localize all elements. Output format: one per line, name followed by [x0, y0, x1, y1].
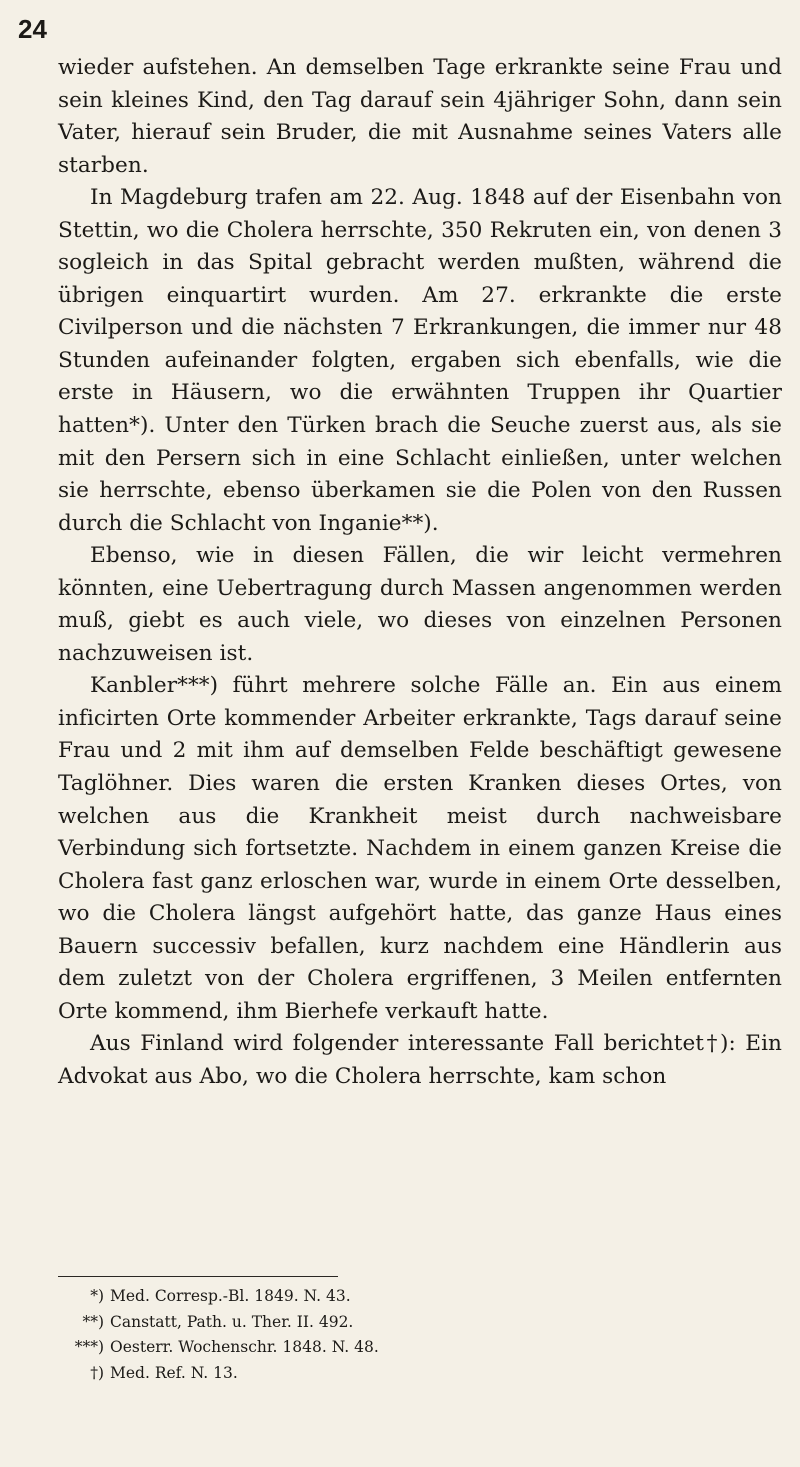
page-number: 24 — [18, 14, 47, 44]
footnote — [60, 1335, 780, 1361]
footnote-mark: **) — [82, 1312, 104, 1331]
footnote — [60, 1361, 780, 1387]
footnote-mark: ***) — [74, 1338, 104, 1356]
footnote-mark: *) — [90, 1287, 104, 1305]
footnote-separator — [58, 1276, 338, 1277]
paragraph-magdeburg: In Magdeburg trafen am 22. Aug. 1848 auf der Eisenbahn von Stettin, wo die Cholera herrschte, 350 Rekruten ein, von denen 3 sogleich in das Spital gebracht werden mußten, während die übrigen einquartirt wurden. Am 27. erkrankte die erste Civilperson und die nächsten 7 Erkrankungen, die immer nur 48 Stunden aufeinander folgten, ergaben sich ebenfalls, wie die erste in Häusern, wo die erwähnten Truppen ihr Quartier hatten*). Unter den Türken brach die Seuche zuerst aus, als sie mit den Persern sich in eine Schlacht einließen, unter welchen sie herrschte, ebenso überkamen sie die Polen von den Russen durch die Schlacht von Inganie**). — [58, 185, 782, 536]
footnote-text: Oesterr. Wochenschr. 1848. N. 48. — [110, 1338, 379, 1356]
footnote — [60, 1284, 780, 1310]
footnotes — [60, 1284, 780, 1386]
body-text — [58, 52, 782, 1094]
paragraph-transmission: Ebenso, wie in diesen Fällen, die wir leicht vermehren könnten, eine Uebertragung durch Massen angenommen werden muß, giebt es auch viele, wo dieses von einzelnen Personen nachzuweisen ist. — [58, 543, 782, 666]
paragraph-kanbler: Kanbler***) führt mehrere solche Fälle an. Ein aus einem inficirten Orte kommender Arbeiter erkrankte, Tags darauf seine Frau und 2 mit ihm auf demselben Felde beschäftigt gewesene Taglöhner. Dies waren die ersten Kranken dieses Ortes, von welchen aus die Krankheit meist durch nachweisbare Verbindung sich fortsetzte. Nachdem in einem ganzen Kreise die Cholera fast ganz erloschen war, wurde in einem Orte desselben, wo die Cholera längst aufgehört hatte, das ganze Haus eines Bauern successiv befallen, kurz nachdem eine Händlerin aus dem zuletzt von der Cholera ergriffenen, 3 Meilen entfernten Orte kommend, ihm Bierhefe verkauft hatte. — [58, 673, 782, 1024]
footnote — [60, 1310, 780, 1336]
footnote-text: Med. Ref. N. 13. — [110, 1363, 238, 1382]
paragraph-finland: Aus Finland wird folgender interessante Fall berichtet†): Ein Advokat aus Abo, wo die Cholera herrschte, kam schon — [58, 1031, 782, 1089]
footnote-text: Canstatt, Path. u. Ther. II. 492. — [110, 1312, 354, 1331]
paragraph-continuation: wieder aufstehen. An demselben Tage erkrankte seine Frau und sein kleines Kind, den Tag darauf sein 4jähriger Sohn, dann sein Vater, hierauf sein Bruder, die mit Ausnahme seines Vaters alle starben. — [58, 55, 782, 178]
footnote-text: Med. Corresp.-Bl. 1849. N. 43. — [110, 1287, 351, 1305]
footnote-mark: †) — [90, 1363, 104, 1382]
